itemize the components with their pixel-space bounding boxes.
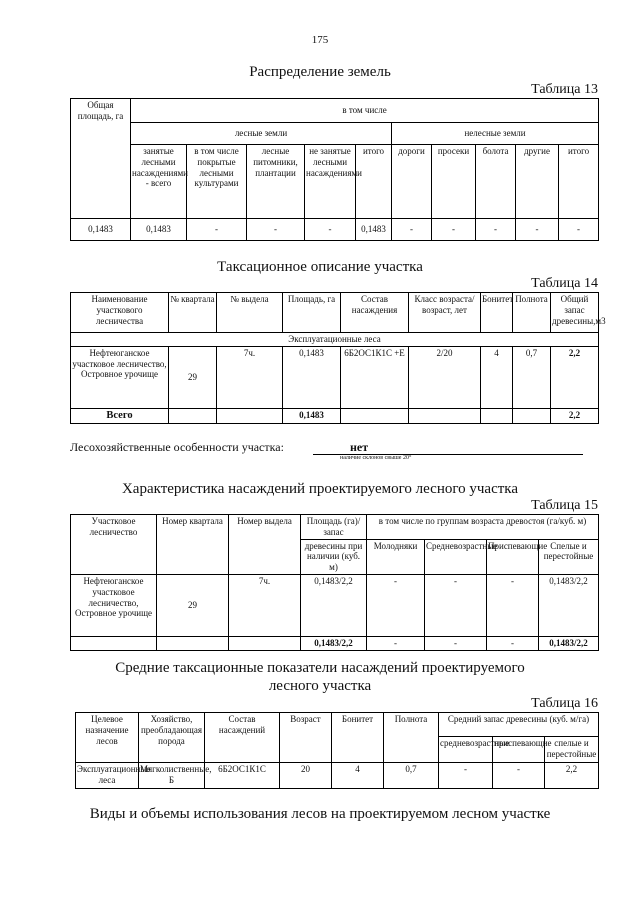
t14-header: Наименование участкового лесничества bbox=[71, 293, 169, 333]
t14-total-zapas: 2,2 bbox=[551, 408, 599, 424]
t15-total-empty bbox=[71, 636, 157, 650]
t14-total-empty bbox=[169, 408, 217, 424]
t14-kv: 29 bbox=[169, 346, 217, 408]
t14-header: Площадь, га bbox=[283, 293, 341, 333]
t16-farm: Мягколиственные, Б bbox=[139, 763, 205, 789]
t13-heading: Распределение земель bbox=[249, 64, 391, 80]
t13-cell: 0,1483 bbox=[356, 219, 392, 241]
t15-h-mid: Средневозрастные bbox=[425, 539, 487, 574]
t13-h-total: Общая площадь, га bbox=[71, 99, 131, 219]
t14-header: № квартала bbox=[169, 293, 217, 333]
t16-h-stock: Средний запас древесины (куб. м/га) bbox=[439, 713, 599, 737]
t16-heading-2: лесного участка bbox=[268, 678, 372, 694]
t15-h-vid: Номер выдела bbox=[229, 515, 301, 575]
t16-poln: 0,7 bbox=[384, 763, 439, 789]
t15-h-les: Участковое лесничество bbox=[71, 515, 157, 575]
t14-header: Полнота bbox=[513, 293, 551, 333]
t14-poln: 0,7 bbox=[513, 346, 551, 408]
t13-h-forest: лесные земли bbox=[131, 123, 392, 145]
t15-total-mid: - bbox=[425, 636, 487, 650]
t13-cell: 0,1483 bbox=[131, 219, 187, 241]
t13-col: болота bbox=[476, 145, 516, 219]
t14-section: Эксплуатационные леса bbox=[71, 333, 599, 347]
t14-vid: 7ч. bbox=[217, 346, 283, 408]
t13-label: Таблица 13 bbox=[531, 82, 598, 97]
t13-h-incl: в том числе bbox=[131, 99, 599, 123]
t13-col: в том числе покрытые лесными культурами bbox=[187, 145, 247, 219]
t15-h-kv: Номер квартала bbox=[157, 515, 229, 575]
t13-h-nonforest: нелесные земли bbox=[392, 123, 599, 145]
t13-col: лесные питомники, плантации bbox=[247, 145, 305, 219]
features-label: Лесохозяйственные особенности участка: bbox=[70, 440, 284, 454]
t13-col: дороги bbox=[392, 145, 432, 219]
t15-young: - bbox=[367, 574, 425, 636]
t15-vid: 7ч. bbox=[229, 574, 301, 636]
t13-col: итого bbox=[559, 145, 599, 219]
features-sub: наличие склонов свыше 20° bbox=[340, 455, 412, 461]
table-16 bbox=[75, 712, 599, 789]
t14-sostav: 6Б2ОС1К1С +Е bbox=[341, 346, 409, 408]
t14-total-label: Всего bbox=[71, 408, 169, 424]
t16-sostav: 6Б2ОС1К1С bbox=[205, 763, 280, 789]
t13-cell: - bbox=[392, 219, 432, 241]
t14-header: Класс возраста/ возраст, лет bbox=[409, 293, 481, 333]
final-heading: Виды и объемы использования лесов на проектируемом лесном участке bbox=[89, 806, 551, 822]
t15-heading: Характеристика насаждений проектируемого лесного участка bbox=[121, 481, 519, 497]
t15-total-pris: - bbox=[487, 636, 539, 650]
t13-cell: 0,1483 bbox=[71, 219, 131, 241]
t16-mid: - bbox=[439, 763, 493, 789]
t15-area: 0,1483/2,2 bbox=[301, 574, 367, 636]
t16-h-mid: средневозрастные bbox=[439, 737, 493, 763]
t14-header: Состав насаждения bbox=[341, 293, 409, 333]
t13-col: занятые лесными насаждениями - всего bbox=[131, 145, 187, 219]
t16-h-farm: Хозяйство, преобладающая порода bbox=[139, 713, 205, 763]
t13-col: итого bbox=[356, 145, 392, 219]
page-number: 175 bbox=[311, 34, 329, 46]
t13-col: другие bbox=[516, 145, 559, 219]
t15-label: Таблица 15 bbox=[531, 498, 598, 513]
t15-h-area1: Площадь (га)/запас bbox=[301, 515, 367, 540]
t14-total-empty bbox=[217, 408, 283, 424]
t16-h-poln: Полнота bbox=[384, 713, 439, 763]
t14-zapas: 2,2 bbox=[551, 346, 599, 408]
t16-h-sostav: Состав насаждений bbox=[205, 713, 280, 763]
t13-cell: - bbox=[432, 219, 476, 241]
t14-header: № выдела bbox=[217, 293, 283, 333]
t13-col: просеки bbox=[432, 145, 476, 219]
t16-bon: 4 bbox=[332, 763, 384, 789]
t16-h-spel: спелые и перестойные bbox=[545, 737, 599, 763]
t15-h-group: в том числе по группам возраста древостоя (га/куб. м) bbox=[367, 515, 599, 540]
t15-h-pris: Приспевающие bbox=[487, 539, 539, 574]
t16-pris: - bbox=[493, 763, 545, 789]
t15-pris: - bbox=[487, 574, 539, 636]
t14-total-area: 0,1483 bbox=[283, 408, 341, 424]
t13-col: не занятые лесными насаждениями bbox=[305, 145, 356, 219]
t15-total-spel: 0,1483/2,2 bbox=[539, 636, 599, 650]
table-14 bbox=[70, 292, 606, 424]
t16-h-bon: Бонитет bbox=[332, 713, 384, 763]
table-13 bbox=[70, 98, 599, 241]
t14-total-empty bbox=[341, 408, 409, 424]
features-value: нет bbox=[350, 440, 369, 454]
t15-total-empty bbox=[157, 636, 229, 650]
table-15 bbox=[70, 514, 599, 651]
t14-heading: Таксационное описание участка bbox=[217, 259, 423, 275]
t15-h-young: Молодняки bbox=[367, 539, 425, 574]
t13-cell: - bbox=[305, 219, 356, 241]
t16-age: 20 bbox=[280, 763, 332, 789]
t16-label: Таблица 16 bbox=[531, 696, 598, 711]
t15-mid: - bbox=[425, 574, 487, 636]
t14-area: 0,1483 bbox=[283, 346, 341, 408]
t15-total-area: 0,1483/2,2 bbox=[301, 636, 367, 650]
t15-h-area2: древесины при наличии (куб. м) bbox=[301, 539, 367, 574]
t14-total-empty bbox=[481, 408, 513, 424]
t13-cell: - bbox=[247, 219, 305, 241]
t13-cell: - bbox=[516, 219, 559, 241]
t14-total-empty bbox=[409, 408, 481, 424]
t14-bon: 4 bbox=[481, 346, 513, 408]
t13-cell: - bbox=[187, 219, 247, 241]
t16-h-pris: приспевающие bbox=[493, 737, 545, 763]
t16-spel: 2,2 bbox=[545, 763, 599, 789]
t16-h-age: Возраст bbox=[280, 713, 332, 763]
t15-total-young: - bbox=[367, 636, 425, 650]
t15-spel: 0,1483/2,2 bbox=[539, 574, 599, 636]
t15-total-empty bbox=[229, 636, 301, 650]
t14-klass: 2/20 bbox=[409, 346, 481, 408]
t14-label: Таблица 14 bbox=[531, 276, 598, 291]
t16-purpose: Эксплуатационные леса bbox=[76, 763, 139, 789]
t14-header: Общий запас древесины,м3 bbox=[551, 293, 599, 333]
t15-h-spel: Спелые и перестойные bbox=[539, 539, 599, 574]
t13-cell: - bbox=[559, 219, 599, 241]
t14-total-empty bbox=[513, 408, 551, 424]
t15-name: Нефтеюганское участковое лесничество, Островное урочище bbox=[71, 574, 157, 636]
t13-cell: - bbox=[476, 219, 516, 241]
t14-name: Нефтеюганское участковое лесничество, Островное урочище bbox=[71, 346, 169, 408]
t15-kv: 29 bbox=[157, 574, 229, 636]
t16-h-purpose: Целевое назначение лесов bbox=[76, 713, 139, 763]
t14-header: Бонитет bbox=[481, 293, 513, 333]
t16-heading-1: Средние таксационные показатели насаждений проектируемого bbox=[115, 660, 525, 676]
